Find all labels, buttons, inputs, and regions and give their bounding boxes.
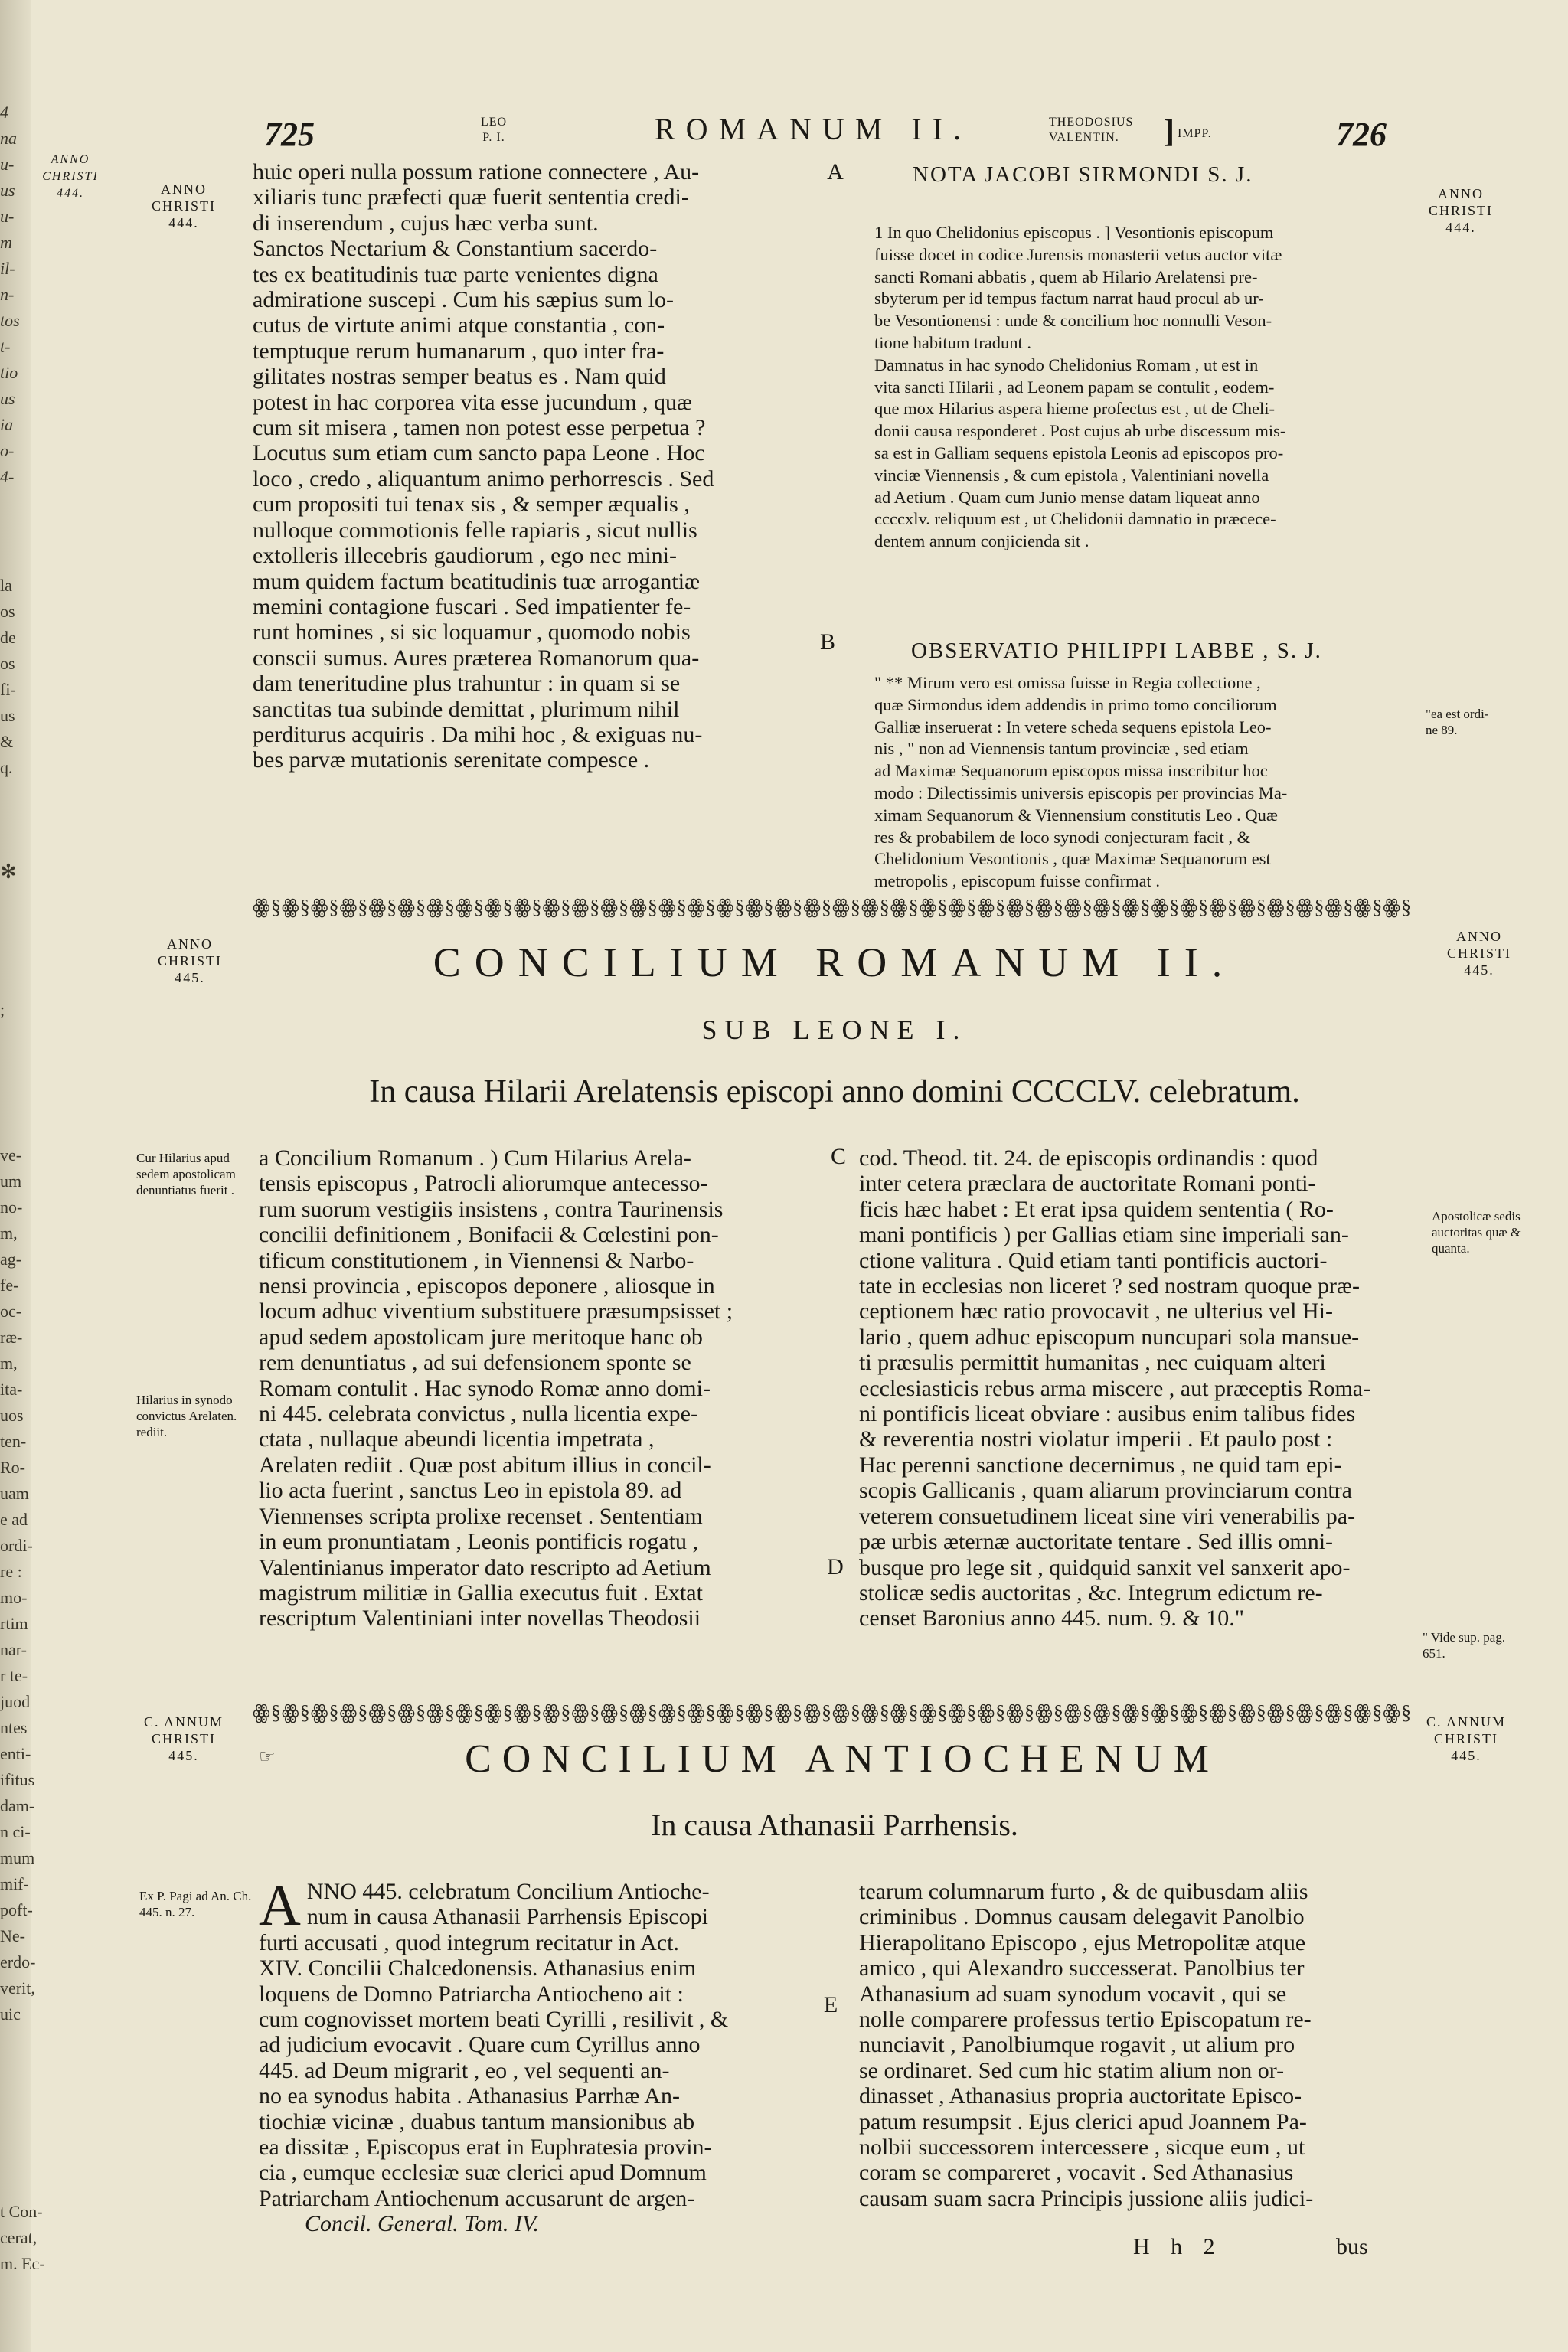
letter-line: cum sit misera , tamen non potest esse perpetua ? (253, 415, 706, 441)
antiochenum-left-line: tiochiæ vicinæ , duabus tantum mansionibus ab (259, 2109, 695, 2135)
romanum-right-line: inter cetera præclara de auctoritate Romani ponti- (859, 1171, 1316, 1197)
letter-text-column (253, 159, 808, 773)
header-bracket: ] (1164, 114, 1174, 149)
facing-page-fragment: uam (0, 1484, 29, 1503)
romanum-right-line: ecclesiasticis rebus arma miscere , aut præceptis Roma- (859, 1375, 1371, 1401)
facing-page-fragments-top (0, 100, 26, 490)
signature-mark: H h 2 (1133, 2234, 1223, 2259)
letter-line: huic operi nulla possum ratione connectere , Au- (253, 159, 700, 185)
antiochenum-left-line: cia , eumque ecclesiæ suæ clerici apud Domnum (259, 2160, 707, 2186)
year-label: 445. (175, 970, 205, 985)
year-note-top-right (1407, 185, 1514, 236)
gutter-christi-label: CHRISTI (42, 170, 99, 183)
romanum-left-line: ctata , nullaque abeundi licentia impetrata , (259, 1426, 655, 1452)
labbe-note-line: metropolis , episcopum fuisse confirmat . (874, 871, 1161, 891)
year-label: 444. (168, 215, 199, 230)
observatio-labbe-text (874, 672, 1410, 893)
facing-page-star: ✻ (0, 861, 17, 883)
letter-line: temptuque rerum humanarum , quo inter fra- (253, 338, 665, 364)
antiochenum-right-line: tearum columnarum furto , & de quibusdam aliis (859, 1879, 1308, 1904)
facing-page-fragment: ten- (0, 1432, 27, 1451)
sirmondi-note-line: donii causa responderet . Post cujus ab urbe discessum mis- (874, 421, 1286, 441)
antiochenum-right-line: nunciavit , Panolbiumque rogavit , ut alium pro (859, 2032, 1295, 2058)
facing-page-fragment: nar- (0, 1640, 27, 1659)
facing-page-fragment: mif- (0, 1874, 29, 1893)
romanum-left-line: rescriptum Valentiniani inter novellas Theodosii (259, 1606, 701, 1632)
drop-cap: A (259, 1873, 301, 1938)
anno-label: ANNO (161, 181, 207, 197)
christi-label: CHRISTI (1433, 1731, 1498, 1746)
romanum-left-line: concilii definitionem , Bonifacii & Cœlestini pon- (259, 1222, 719, 1248)
antiochenum-second-line: num in causa Athanasii Parrhensis Episcopi (306, 1904, 708, 1930)
facing-page-fragment: um (0, 1171, 22, 1191)
christi-label: CHRISTI (151, 198, 216, 214)
sirmondi-note-line: be Vesontionensi : unde & concilium hoc nonnulli Veson- (874, 311, 1272, 331)
facing-page-fragment: us (0, 706, 15, 725)
letter-line: nulloque commotionis felle rapiaris , sicut nullis (253, 517, 697, 543)
letter-line: Locutus sum etiam cum sancto papa Leone . Hoc (253, 440, 705, 466)
romanum-right-line: ficis hæc habet : Et erat ipsa quidem sententia ( Ro- (859, 1196, 1334, 1222)
romanum-right-line: tate in ecclesias non liceret ? sed nostram quoque præ- (859, 1273, 1360, 1299)
facing-page-fragments-bottom (0, 2199, 45, 2277)
header-emperors-line2: VALENTIN. (1049, 131, 1119, 144)
concilium-antiochenum-title: CONCILIUM ANTIOCHENUM (465, 1737, 1220, 1781)
facing-page-fragment: ifitus (0, 1770, 35, 1789)
year-note-low-left (130, 1713, 237, 1764)
antiochenum-right-line: coram se compareret , vocavit . Sed Athanasius (859, 2160, 1294, 2186)
catchword: bus (1336, 2234, 1368, 2259)
facing-page-fragment: ita- (0, 1380, 23, 1399)
facing-page-fragment: tio (0, 363, 18, 382)
letter-line: mum quidem factum beatitudinis tuæ arrogantiæ (253, 568, 701, 594)
romanum-left-line: Viennenses scripta prolixe recenset . Sententiam (259, 1503, 703, 1529)
facing-page-fragment: ordi- (0, 1536, 33, 1555)
header-emperors-line1: THEODOSIUS (1049, 116, 1134, 129)
year-note-low-right (1409, 1713, 1524, 1764)
facing-page-fragment: oc- (0, 1302, 22, 1321)
letter-line: runt homines , si sic loquamur , quomodo nobis (253, 619, 691, 645)
facing-page-fragment: no- (0, 1197, 23, 1217)
antiochenum-right-column (859, 1879, 1414, 2211)
facing-page-fragment: de (0, 628, 16, 647)
facing-page-fragment: dam- (0, 1796, 35, 1815)
margin-note-vide-sup: " Vide sup. pag. 651. (1423, 1630, 1506, 1661)
antiochenum-left-line: no ea synodus habita . Athanasius Parrhæ An- (259, 2083, 680, 2109)
concilium-antiochenum-causa: In causa Athanasii Parrhensis. (651, 1808, 1018, 1842)
labbe-note-line: quæ Sirmondus idem addendis in primo tomo conciliorum (874, 694, 1277, 714)
letter-line: bes parvæ mutationis serenitate compesce . (253, 747, 650, 773)
facing-page-fragment: n ci- (0, 1822, 31, 1841)
page-number-right: 726 (1336, 116, 1387, 153)
letter-line: sanctitas tua subinde demittat , plurimum nihil (253, 696, 680, 722)
running-title: ROMANUM II. (655, 112, 972, 146)
antiochenum-right-line: dinasset , Athanasius propria auctoritate Episco- (859, 2083, 1302, 2109)
romanum-right-line: stolicæ sedis auctoritas , &c. Integrum edictum re- (859, 1579, 1323, 1606)
margin-note-ex-pagi: Ex P. Pagi ad An. Ch. 445. n. 27. (139, 1889, 252, 1919)
anno-label: C. ANNUM (143, 1714, 224, 1730)
letter-line: gilitates nostras semper beatus es . Nam quid (253, 364, 666, 390)
facing-page-fragment: us (0, 181, 15, 200)
facing-page-fragment: erdo- (0, 1952, 36, 1971)
facing-page-fragments-mid (0, 573, 26, 781)
letter-line: di inserendum , cujus hæc verba sunt. (253, 210, 599, 236)
romanum-left-line: locum adhuc viventium substituere præsumpsisset ; (259, 1298, 733, 1325)
facing-page-fragment: t- (0, 337, 11, 356)
romanum-right-line: ni pontificis liceat obviare : ausibus enim talibus fides (859, 1401, 1356, 1427)
anno-label: ANNO (167, 936, 213, 952)
romanum-left-line: rem denuntiatus , ad sui defensionem sponte se (259, 1350, 691, 1376)
romanum-right-line: lario , quem adhuc episcopum nuncupari sola mansue- (859, 1324, 1360, 1350)
romanum-left-line: tificum constitutionem , in Viennensi & Narbo- (259, 1247, 694, 1273)
romanum-left-line: nensi provincia , episcopos deponere , aliosque in (259, 1273, 715, 1299)
sirmondi-note-line: vita sancti Hilarii , ad Leonem papam se contulit , eodem- (874, 377, 1275, 397)
antiochenum-right-line: nolle comparere professus tertio Episcopatum re- (859, 2007, 1312, 2033)
letter-line: admiratione suscepi . Cum his sæpius sum lo- (253, 287, 674, 313)
antiochenum-right-line: Hierapolitano Episcopo , ejus Metropolitæ atque (859, 1929, 1306, 1955)
facing-page-fragments-low (0, 1142, 36, 2027)
romanum-left-line: magistrum militiæ in Gallia executus fuit . Extat (259, 1579, 703, 1606)
facing-page-fragment: ve- (0, 1145, 22, 1165)
section-letter-e: E (823, 1992, 838, 2017)
romanum-left-line: Arelaten rediit . Quæ post abitum illius in concil- (259, 1452, 711, 1478)
year-note-mid-right (1426, 928, 1533, 978)
header-emperors (1049, 115, 1164, 145)
antiochenum-left-line: cum cognovisset mortem beati Cyrilli , resilivit , & (259, 2007, 729, 2033)
antiochenum-left-line: 445. ad Deum migrarit , eo , vel sequenti an- (259, 2057, 670, 2083)
letter-line: extolleris illecebris gaudiorum , ego nec mini- (253, 543, 678, 569)
letter-line: memini contagione fuscari . Sed impatienter fe- (253, 593, 691, 619)
letter-line: cutus de virtute animi atque constantia , con- (253, 312, 665, 338)
antiochenum-right-line: Athanasium ad suam synodum vocavit , qui se (859, 1981, 1287, 2007)
section-letter-b: B (819, 629, 835, 655)
facing-page-fragment: t Con- (0, 2202, 43, 2221)
page-number-left: 725 (264, 116, 315, 153)
antiochenum-left-column (259, 1873, 814, 2237)
facing-page-fragment: & (0, 732, 14, 751)
facing-page-fragment: il- (0, 259, 15, 278)
letter-line: potest in hac corporea vita esse jucundum , quæ (253, 389, 693, 415)
header-leo-sub: P. I. (482, 131, 505, 144)
facing-page-fragment: os (0, 602, 15, 621)
antiochenum-left-line: furti accusati , quod integrum recitatur in Act. (259, 1929, 679, 1955)
antiochenum-right-line: causam suam sacra Principis jussione aliis judici- (859, 2185, 1314, 2211)
facing-page-fragment: tos (0, 311, 20, 330)
anno-label: ANNO (1438, 186, 1484, 201)
romanum-left-line: lio acta fuerint , sanctus Leo in epistola 89. ad (259, 1478, 682, 1504)
facing-page-fragment: e ad (0, 1510, 28, 1529)
romanum-left-line: Valentinianus imperator dato rescripto ad Aetium (259, 1554, 711, 1580)
pointing-hand-icon: ☞ (259, 1747, 276, 1767)
letter-line: cum propositi tui tenax sis , & semper æqualis , (253, 492, 690, 518)
letter-line: dam teneritudine plus trahuntur : in quam si se (253, 671, 681, 697)
ornament-band-1: ꙮ§ꙮ§ꙮ§ꙮ§ꙮ§ꙮ§ꙮ§ꙮ§ꙮ§ꙮ§ꙮ§ꙮ§ꙮ§ꙮ§ꙮ§ꙮ§ꙮ§ꙮ§ꙮ§ꙮ§ꙮ§ꙮ§ꙮ§ꙮ§ꙮ§ꙮ§ꙮ§ꙮ§ꙮ§ꙮ§ꙮ§ꙮ§ꙮ§ꙮ§ꙮ§ꙮ§ꙮ§ꙮ§ꙮ§ꙮ§ (253, 896, 1413, 918)
sirmondi-note-line: que mox Hilarius aspera hieme profectus est , ut de Cheli- (874, 399, 1275, 419)
facing-page-fragment: mum (0, 1848, 35, 1867)
romanum-right-line: veterem consuetudinem liceat sine viri venerabilis pa- (859, 1503, 1356, 1529)
romanum-right-line: pæ urbis æternæ auctoritate tentare . Sed illis omni- (859, 1529, 1334, 1555)
facing-page-fragment: uic (0, 2004, 21, 2024)
facing-page-fragment: 4- (0, 467, 15, 486)
facing-page-fragment: fi- (0, 680, 16, 699)
sirmondi-note-line: sbyterum per id tempus factum narrat haud procul ab ur- (874, 289, 1264, 309)
romanum-left-line: in eum pronuntiatam , Leonis pontificis rogatu , (259, 1529, 699, 1555)
christi-label: CHRISTI (157, 953, 222, 969)
year-label: 445. (1451, 1748, 1481, 1763)
romanum-right-line: & reverentia nostri violatur imperii . Et paulo post : (859, 1426, 1333, 1452)
letter-line: loco , credo , aliquantum animo perhorrescis . Sed (253, 466, 714, 492)
facing-page-fragment: ræ- (0, 1328, 23, 1347)
facing-page-fragment: poft- (0, 1900, 33, 1919)
antiochenum-first-line: NNO 445. celebratum Concilium Antioche- (306, 1879, 710, 1904)
sirmondi-note-line: 1 In quo Chelidonius episcopus . ] Vesontionis episcopum (874, 223, 1274, 242)
year-label: 444. (1446, 220, 1476, 235)
antiochenum-left-line: ea dissitæ , Episcopus erat in Euphratesia provin- (259, 2135, 712, 2161)
nota-sirmondi-text (874, 222, 1410, 553)
labbe-note-line: nis , " non ad Viennensis tantum provinciæ , sed etiam (874, 739, 1249, 759)
romanum-left-line: rum suorum vestigiis insistens , contra Taurinensis (259, 1196, 724, 1222)
ornament-band-2: ꙮ§ꙮ§ꙮ§ꙮ§ꙮ§ꙮ§ꙮ§ꙮ§ꙮ§ꙮ§ꙮ§ꙮ§ꙮ§ꙮ§ꙮ§ꙮ§ꙮ§ꙮ§ꙮ§ꙮ§ꙮ§ꙮ§ꙮ§ꙮ§ꙮ§ꙮ§ꙮ§ꙮ§ꙮ§ꙮ§ꙮ§ꙮ§ꙮ§ꙮ§ꙮ§ꙮ§ꙮ§ꙮ§ꙮ§ꙮ§ (253, 1701, 1413, 1723)
romanum-right-line: scopis Gallicanis , quam aliarum provinciarum contra (859, 1478, 1352, 1504)
sirmondi-note-line: ccccxlv. reliquum est , ut Chelidonii damnatio in præcece- (874, 509, 1276, 529)
sirmondi-note-line: fuisse docet in codice Jurensis monasterii vetus auctor vitæ (874, 244, 1282, 264)
facing-page-fragment: re : (0, 1562, 22, 1581)
year-label: 445. (1464, 962, 1494, 978)
romanum-left-line: apud sedem apostolicam jure meritoque hanc ob (259, 1324, 703, 1350)
christi-label: CHRISTI (1446, 946, 1511, 961)
christi-label: CHRISTI (1428, 203, 1493, 218)
facing-page-fragment: m (0, 233, 12, 252)
year-note-top-left (130, 181, 237, 231)
letter-line: xiliaris tunc præfecti quæ fuerit sententia credi- (253, 185, 689, 211)
antiochenum-right-line: nolbii successorem intercessere , sicque eum , ut (859, 2135, 1305, 2161)
margin-note-cur-hilarius: Cur Hilarius apud sedem apostolicam denuntiatus fuerit . (136, 1151, 236, 1197)
facing-page-fragment: u- (0, 207, 15, 226)
header-impp: IMPP. (1178, 127, 1212, 140)
section-letter-a: A (827, 159, 844, 185)
labbe-note-line: Galliæ inseruerat : In vetere scheda sequens epistola Leo- (874, 717, 1272, 737)
facing-page-fragment: ntes (0, 1718, 28, 1737)
labbe-note-line: ad Maximæ Sequanorum episcopos missa inscribitur hoc (874, 761, 1268, 781)
concilium-romanum-causa: In causa Hilarii Arelatensis episcopi anno domini CCCCLV. celebratum. (369, 1074, 1300, 1109)
romanum-left-line: a Concilium Romanum . ) Cum Hilarius Arela- (259, 1145, 691, 1171)
labbe-note-line: Chelidonium Vesontionis , quæ Maximæ Sequanorum est (874, 849, 1271, 869)
sirmondi-note-line: sancti Romani abbatis , quem ab Hilario Arelatensi pre- (874, 266, 1258, 286)
romanum-right-line: cod. Theod. tit. 24. de episcopis ordinandis : quod (859, 1145, 1318, 1171)
observatio-labbe-heading: OBSERVATIO PHILIPPI LABBE , S. J. (911, 639, 1322, 663)
sirmondi-note-line: sa est in Galliam sequens epistola Leonis ad episcopos pro- (874, 443, 1284, 462)
labbe-margin-note: "ea est ordi- ne 89. (1426, 707, 1489, 737)
concilium-romanum-title: CONCILIUM ROMANUM II. (433, 939, 1236, 985)
labbe-note-line: modo : Dilectissimis universis episcopis per provincias Ma- (874, 782, 1288, 802)
romanum-right-line: Hac perenni sanctione decernimus , ne quid tam epi- (859, 1452, 1342, 1478)
facing-page-fragment: 4 (0, 103, 8, 122)
christi-label: CHRISTI (151, 1731, 216, 1746)
letter-line: Sanctos Nectarium & Constantium sacerdo- (253, 236, 658, 262)
anno-label: C. ANNUM (1426, 1714, 1506, 1730)
antiochenum-left-line: loquens de Domno Patriarcha Antiocheno ait : (259, 1981, 684, 2007)
romanum-right-line: ctione valitura . Quid etiam tanti pontificis auctori- (859, 1247, 1328, 1273)
facing-page-fragment: juod (0, 1692, 31, 1711)
facing-page-fragment: verit, (0, 1978, 35, 1998)
facing-page-fragment: mo- (0, 1588, 28, 1607)
letter-line: conscii sumus. Aures præterea Romanorum qua- (253, 645, 700, 671)
facing-page-fragment: ia (0, 415, 14, 434)
facing-page-fragment: us (0, 389, 15, 408)
labbe-note-line: res & probabilem de loco synodi conjecturam facit , & (874, 827, 1251, 847)
romanum-left-line: tensis episcopus , Patrocli aliorumque antecesso- (259, 1171, 708, 1197)
facing-page-semicolon: ; (0, 1000, 5, 1019)
facing-page-fragment: m, (0, 1354, 18, 1373)
gutter-year-label: 444. (57, 187, 84, 200)
margin-note-apostolicae-sedis: Apostolicæ sedis auctoritas quæ & quanta. (1432, 1209, 1521, 1256)
romanum-right-line: ti præsulis permittit humanitas , nec cuiquam alteri (859, 1350, 1326, 1376)
facing-page-fragment: q. (0, 758, 13, 777)
letter-line: perditurus acquiris . Da mihi hoc , & exiguas nu- (253, 721, 703, 747)
romanum-right-line: censet Baronius anno 445. num. 9. & 10." (859, 1606, 1245, 1632)
labbe-note-line: ximam Sequanorum & Viennensium constitutis Leo . Quæ (874, 805, 1278, 825)
nota-sirmondi-heading: NOTA JACOBI SIRMONDI S. J. (913, 162, 1253, 187)
antiochenum-right-line: criminibus . Domnus causam delegavit Panolbio (859, 1904, 1305, 1930)
antiochenum-left-line: Patriarcham Antiochenum accusarunt de argen- (259, 2185, 695, 2211)
gutter-anno-label: ANNO (51, 153, 90, 166)
margin-note-hilarius-convictus: Hilarius in synodo convictus Arelaten. rediit. (136, 1393, 237, 1439)
sirmondi-note-line: tione habitum tradunt . (874, 332, 1031, 352)
facing-page-fragment: ag- (0, 1250, 22, 1269)
romanum-left-line: ni 445. celebrata convictus , nulla licentia expe- (259, 1401, 698, 1427)
facing-page-fragment: rtim (0, 1614, 28, 1633)
sirmondi-note-line: ad Aetium . Quam cum Junio mense datam liqueat anno (874, 487, 1260, 507)
facing-page-fragment: fe- (0, 1276, 19, 1295)
antiochenum-left-line: XIV. Concilii Chalcedonensis. Athanasius enim (259, 1955, 697, 1981)
antiochenum-left-line: ad judicium evocavit . Quare cum Cyrillus anno (259, 2032, 701, 2058)
facing-page-fragment: cerat, (0, 2228, 38, 2247)
facing-page-fragment: u- (0, 155, 15, 174)
year-label: 445. (168, 1748, 199, 1763)
facing-page-fragment: Ro- (0, 1458, 25, 1477)
facing-page-fragment: la (0, 576, 12, 595)
facing-page-fragment: m. Ec- (0, 2254, 45, 2273)
labbe-note-line: " ** Mirum vero est omissa fuisse in Regia collectione , (874, 673, 1261, 692)
romanum-left-column (259, 1145, 814, 1632)
facing-page-fragment: o- (0, 441, 15, 460)
romanum-right-line: mani pontificis ) per Gallias etiam sine imperiali san- (859, 1222, 1349, 1248)
sirmondi-note-line: vinciæ Viennensis , & cum epistola , Valentiniani novella (874, 465, 1269, 485)
facing-page-fragment: m, (0, 1223, 18, 1243)
section-letter-d: D (827, 1554, 844, 1579)
facing-page-fragment: enti- (0, 1744, 31, 1763)
letter-line: tes ex beatitudinis tuæ parte venientes digna (253, 261, 658, 287)
volume-footer: Concil. General. Tom. IV. (305, 2211, 539, 2237)
antiochenum-right-line: patum resumpsit . Ejus clerici apud Joannem Pa- (859, 2109, 1307, 2135)
section-letter-c: C (830, 1144, 846, 1169)
gutter-year-note (34, 152, 107, 202)
facing-page-fragment: os (0, 654, 15, 673)
facing-page-fragment: uos (0, 1406, 24, 1425)
antiochenum-right-line: se ordinaret. Sed cum hic statim alium non or- (859, 2057, 1285, 2083)
facing-page-fragment: r te- (0, 1666, 28, 1685)
facing-page-fragment: n- (0, 285, 15, 304)
romanum-right-column (859, 1145, 1414, 1632)
concilium-romanum-sub: SUB LEONE I. (701, 1014, 968, 1045)
anno-label: ANNO (1456, 929, 1502, 944)
header-leo-name: LEO (480, 116, 508, 129)
sirmondi-note-line: Damnatus in hac synodo Chelidonius Romam , ut est in (874, 354, 1259, 374)
header-leo (459, 115, 528, 145)
sirmondi-note-line: dentem annum conjicienda sit . (874, 531, 1089, 551)
facing-page-fragment: Ne- (0, 1926, 25, 1945)
antiochenum-right-line: amico , qui Alexandro successerat. Panolbius ter (859, 1955, 1305, 1981)
facing-page-fragment: na (0, 129, 17, 148)
romanum-right-line: busque pro lege sit , quidquid sanxit vel sanxerit apo- (859, 1554, 1351, 1580)
romanum-right-line: ceptionem hæc ratio provocavit , ne ulterius vel Hi- (859, 1298, 1333, 1325)
year-note-mid-left (136, 936, 243, 986)
romanum-left-line: Romam contulit . Hac synodo Romæ anno domi- (259, 1375, 710, 1401)
